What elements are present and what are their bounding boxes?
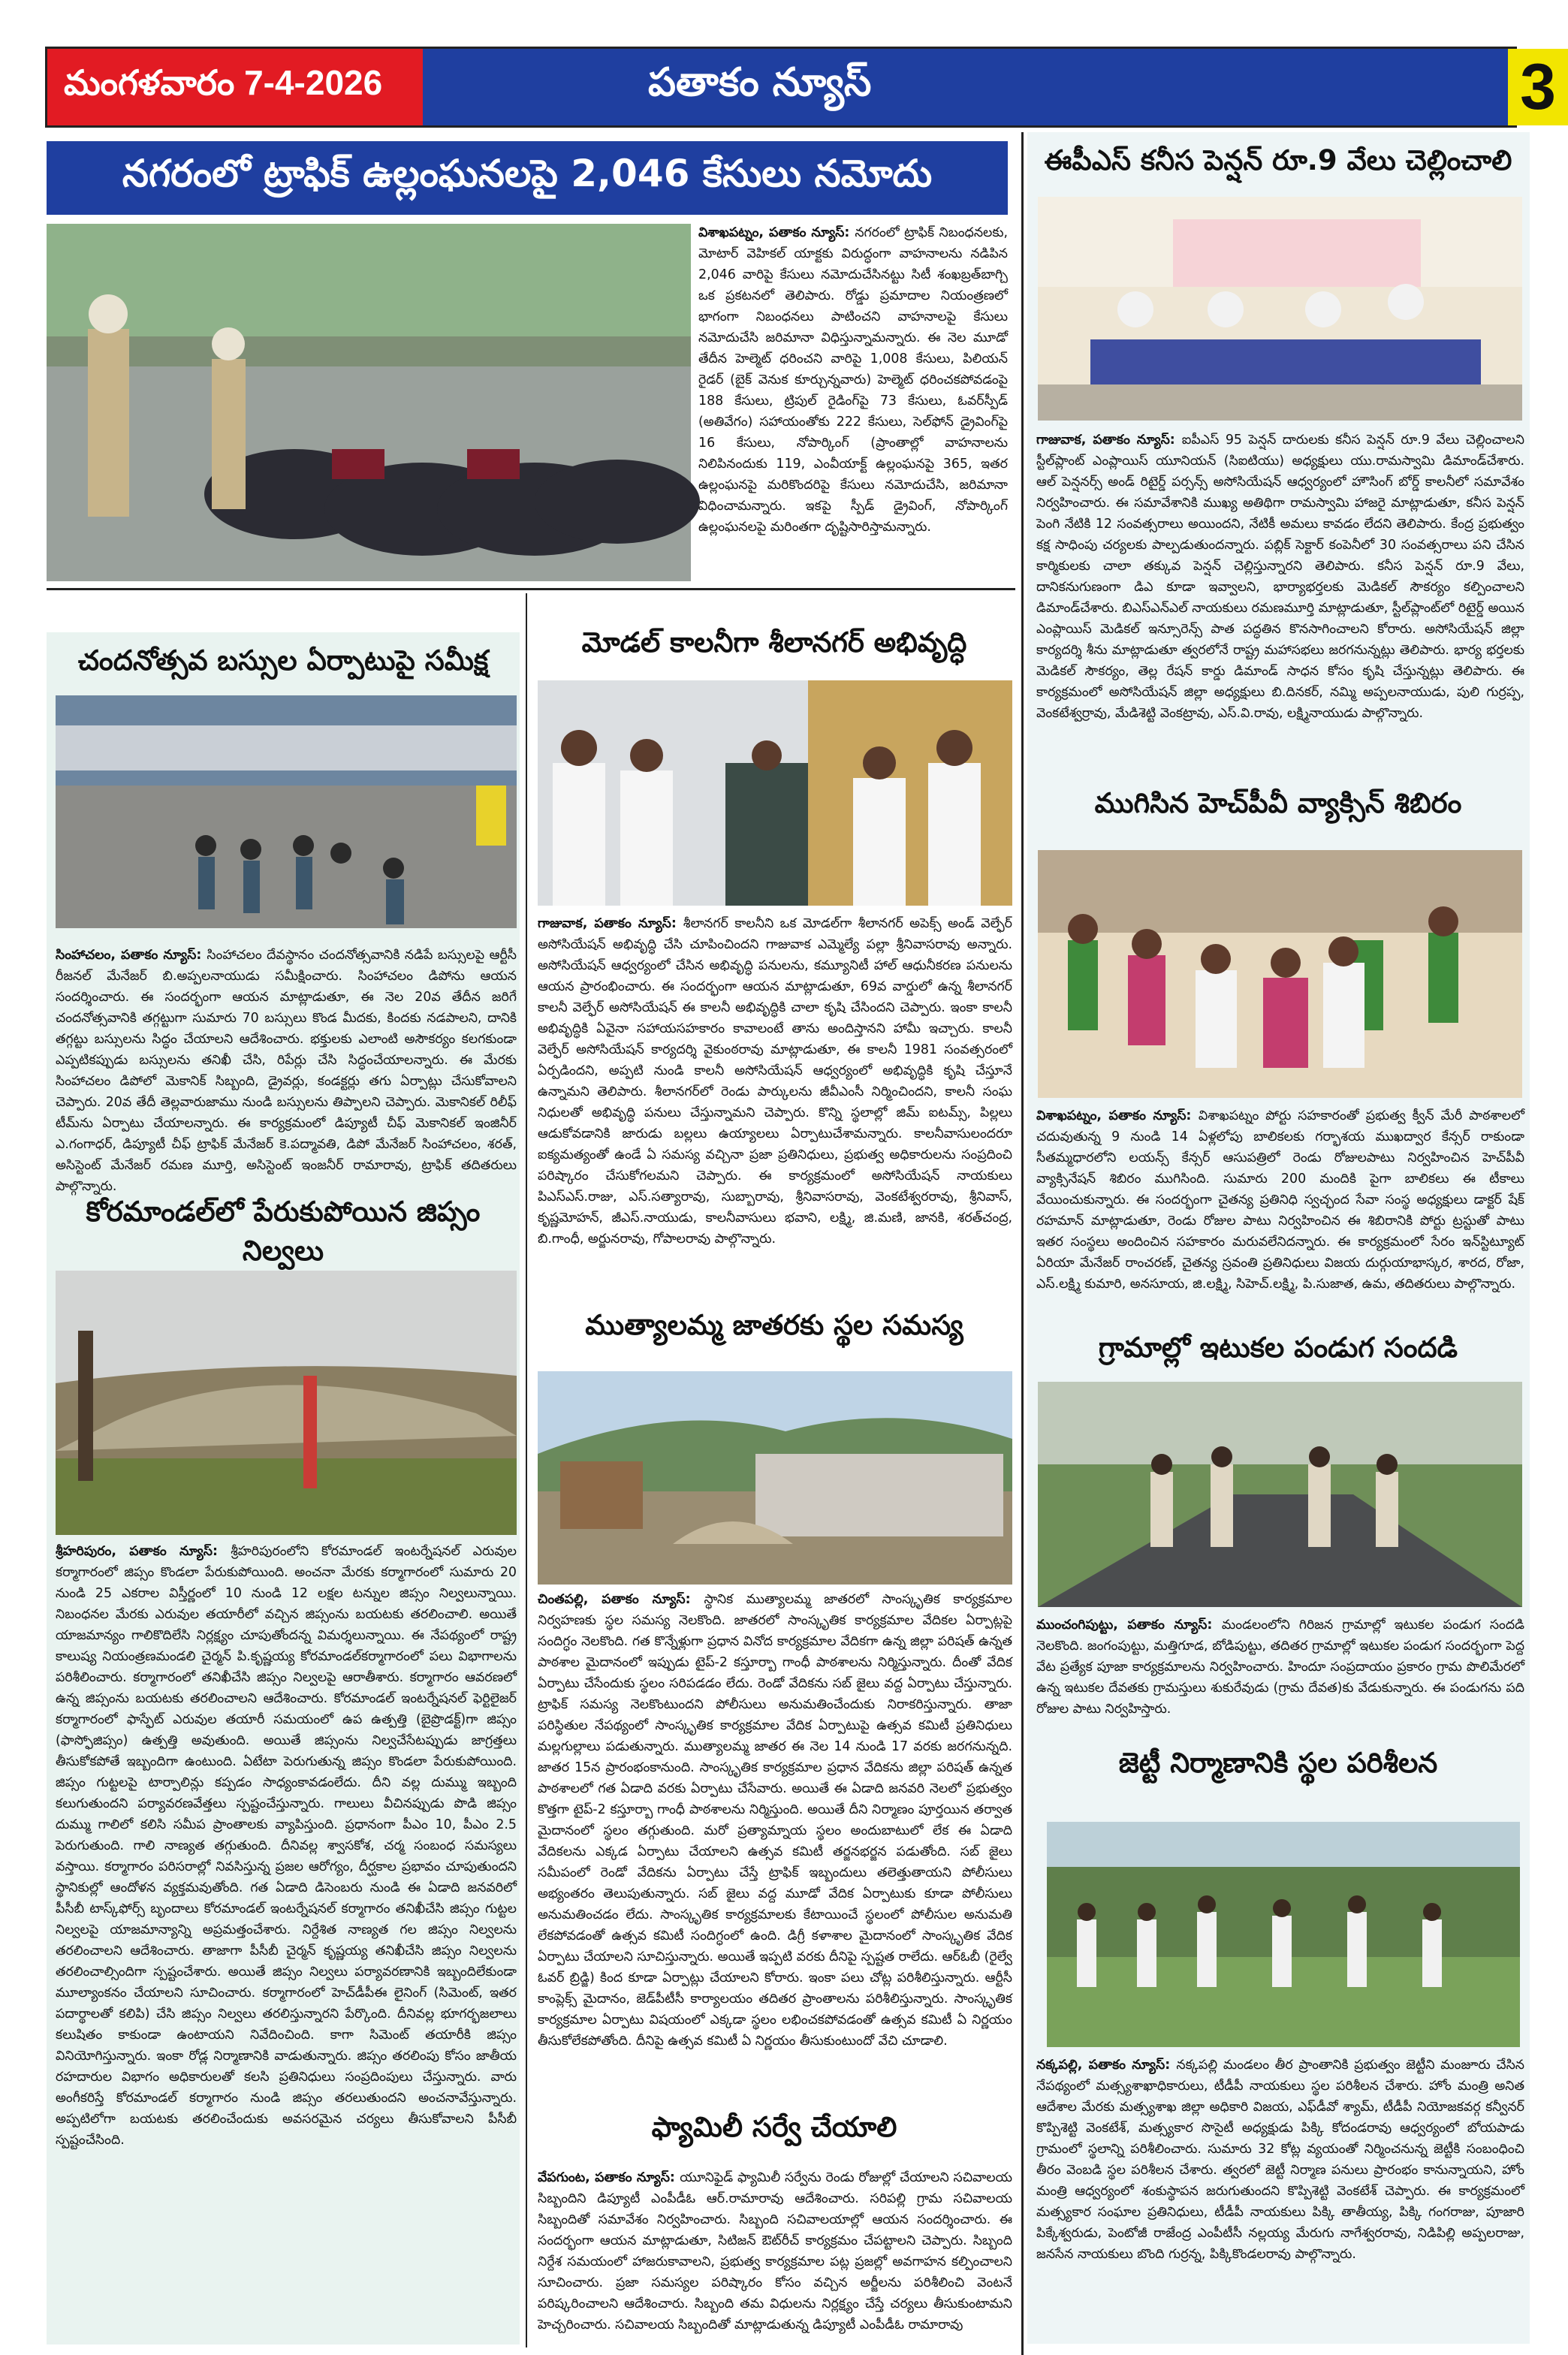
family-survey-byline: వేపగుంట, పతాకం న్యూస్: xyxy=(538,2170,680,2185)
family-survey-article xyxy=(538,2167,1012,2344)
eps-body: ఐపీఎస్ 95 పెన్షన్ దారులకు కనీస పెన్షన్ రూ.9 వేలు చెల్లించాలని స్టీల్‌ప్లాంట్ ఎంప్లాయిస్ యూనియన్ (సిఐటియు) అధ్యక్షులు యు.రామస్వామి డిమాండ్‌చేశారు. ఆల్ పెన్షనర్స్ అండ్ రిటైర్డ్ పర్సన్స్ అసోసియేషన్ ఆధ్వర్యంలో హౌసింగ్ బోర్డ్ కాలనీలో సమావేశం నిర్వహించారు. ఈ సమావేశానికి ముఖ్య అతిథిగా రామస్వామి హాజరై మాట్లాడుతూ, కనీస పెన్షన్ పెంగి నేటికి 12 సంవత్సరాలు అయిందని, నేటికీ అమలు కావడం లేదని తెలిపారు. కేంద్ర ప్రభుత్వం కక్ష సాధింపు చర్యలకు పాల్పడుతుందన్నారు. పబ్లిక్ సెక్టార్ కంపెనీలో 30 సంవత్సరాలు పని చేసిన కార్మికులకు చాలా తక్కువ పెన్షన్ చెల్లిస్తున్నారని తెలిపారు. కనీస పెన్షన్ రూ.9 వేలు, దానికనుగుణంగా డిఎ కూడా ఇవ్వాలని, భార్యాభర్తలకు మెడికల్ సౌకర్యం కల్పించాలని డిమాండ్‌చేశారు. బిఎస్ఎన్ఎల్ నాయకులు రమణమూర్తి మాట్లాడుతూ, స్టీల్‌ప్లాంట్‌లో రిటైర్డ్ అయిన ఎంప్లాయిస్ మెడికల్ ఇన్సూరెన్స్ పాత పద్ధతిన కొనసాగించాలని కోరారు. అసోసియేషన్ జిల్లా కార్యదర్శి శీను మాట్లాడుతూ త్వరలోనే రాష్ట్ర మహాసభలు జరగనున్నట్లు తెలిపారు. భార్య భర్తలకు మెడికల్ సౌకర్యం, తెల్ల రేషన్ కార్డు డిమాండ్ సాధన కోసం కృషి చేస్తున్నట్లు తెలిపారు. ఈ కార్యక్రమంలో అసోసియేషన్ జిల్లా అధ్యక్షులు బి.దినకర్, నమ్మి అప్పలనాయుడు, పులి గుర్రప్ప, వెంకటేశ్వర్రావు, మేడిశెట్టి వెంకట్రావు, ఎస్.వి.రావు, లక్ష్మినాయుడు పాల్గొన్నారు. xyxy=(1036,433,1524,721)
hpv-byline: విశాఖపట్నం, పతాకం న్యూస్: xyxy=(1036,1108,1199,1123)
chandanotsavam-headline: చందనోత్సవ బస్సుల ఏర్పాటుపై సమీక్ష xyxy=(77,644,489,677)
jetty-byline: నక్కపల్లి, పతాకం న్యూస్: xyxy=(1036,2058,1177,2073)
traffic-body: నగరంలో ట్రాఫిక్ నిబంధనలకు, మోటార్ వెహికల్ యాక్టకు విరుద్ధంగా వాహనాలను నడిపిన 2,046 వారిపై కేసులు నమోదుచేసినట్టు సిటీ శంఖబ్రత్‌బాగ్చి ఒక ప్రకటనలో తెలిపారు. రోడ్డు ప్రమాదాల నియంత్రణలో భాగంగా నిబంధనలు పాటించని వాహనాలపై కేసులు నమోదుచేసి జరిమానా విధిస్తున్నామన్నారు. ఈ నెల మూడో తేదీన హెల్మెట్ ధరించని వారిపై 1,008 కేసులు, పిలియన్ రైడర్ (బైక్ వెనుక కూర్చున్నవారు) హెల్మెట్ ధరించకపోవడంపై 188 కేసులు, ట్రిపుల్ రైడింగ్‌పై 73 కేసులు, ఓవర్‌స్పీడ్ (అతివేగం) సహాయంతోకు 222 కేసులు, సెల్‌ఫోన్ డ్రైవింగ్‌పై 16 కేసులు, నోపార్కింగ్ (ప్రాంతాల్లో వాహనాలను నిలిపినందుకు 119, ఎంవీయాక్ట్ ఉల్లంఘనపై 365, ఇతర ఉల్లంఘనపై మరికొందరిపై కేసులు నమోదుచేసి, జరిమానా విధించామన్నారు. ఇకపై స్పీడ్ డ్రైవింగ్, నోపార్కింగ్ ఉల్లంఘనలపై మరింతగా దృష్టిసారిస్తామన్నారు. xyxy=(698,225,1008,535)
jeepam-byline: శ్రీహరిపురం, పతాకం న్యూస్: xyxy=(56,1544,231,1559)
jetty-body: నక్కపల్లి మండలం తీర ప్రాంతానికి ప్రభుత్వం జెట్టీని మంజూరు చేసిన నేపథ్యంలో మత్స్యశాఖాధికారులు, టీడీపీ నాయకులు స్థల పరిశీలన చేశారు. హోం మంత్రి అనిత ఆదేశాల మేరకు మత్స్యశాఖ జిల్లా అధికారి విజయ, ఎఫ్‌డీవో శ్యామ్, టీడీపీ నియోజకవర్గ కన్వీనర్ కొప్పిశెట్టి వెంకటేశ్, మత్స్యకార సొసైటీ అధ్యక్షుడు పిక్కి కోదండరావు ఆధ్వర్యంలో బోయపాడు గ్రామంలో స్థలాన్ని పరిశీలించారు. సుమారు 32 కోట్ల వ్యయంతో నిర్మించనున్న జెట్టీకి సంబంధించి తీరం వెంబడి స్థల పరిశీలన చేశారు. త్వరలో జెట్టీ నిర్మాణ పనులు ప్రారంభం కానున్నాయని, హోం మంత్రి ఆధ్వర్యంలో శంకుస్థాపన జరుగుతుందని కొప్పిశెట్టి వెంకటేశ్ చెప్పారు. ఈ కార్యక్రమంలో మత్స్యకార సంఘాల ప్రతినిధులు, టీడీపీ నాయకులు పిక్కి తాతీయ్య, పిక్కి గంగరాజు, పూజారి పిక్కేశ్వరుడు, పెంటోజీ రాజేంద్ర ఎంపీటీసీ నల్లయ్య మేరుగు నాగేశ్వరరావు, నిడిపిల్లి అప్పలరాజు, జనసేన నాయకులు బొంది గుర్రన్న, పిక్కికొండలరావు పాల్గొన్నారు. xyxy=(1036,2058,1524,2262)
chandanotsavam-body: సింహాచలం దేవస్థానం చందనోత్సవానికి నడిపే బస్సులపై ఆర్టీసీ రీజనల్ మేనేజర్ బి.అప్పలనాయుడు సమీక్షించారు. సింహాచలం డిపోను ఆయన సందర్శించారు. ఈ సందర్భంగా ఆయన మాట్లాడుతూ, ఈ నెల 20వ తేదీన జరిగే చందనోత్సవానికి తగ్గట్టుగా సుమారు 70 బస్సులు కొండ మీదకు, కిందకు నడపాలని, దానికి తగ్గట్టు బస్సులను సిద్ధం చేయాలని ఆదేశించారు. భక్తులకు ఎలాంటి అసౌకర్యం కలగకుండా ఎప్పటికప్పుడు బస్సులను తనిఖీ చేసి, రిపేర్లు చేసి సిద్ధంచేయాలన్నారు. ఈ మేరకు సింహాచలం డిపోలో మెకానిక్ సిబ్బంది, డ్రైవర్లు, కండక్టర్లు తగు ఏర్పాట్లు చేసుకోవాలని చెప్పారు. 20వ తేదీ తెల్లవారుజాము నుండి బస్సులను తిప్పాలని చెప్పారు. మెకానికల్ రిలీఫ్ టీమ్‌ను ఏర్పాటు చేయాలన్నారు. ఈ కార్యక్రమంలో డిప్యూటీ చీఫ్ మెకానికల్ ఇంజినీర్ ఎ.గంగాధర్, డిప్యూటీ చీఫ్ ట్రాఫిక్ మేనేజర్ కె.పద్మావతి, డిపో మేనేజర్ సింహాచలం, శరత్, అసిస్టెంట్ మేనేజర్ రమణ మూర్తి, అసిస్టెంట్ ఇంజనీర్ రామారావు, ట్రాఫిక్ తదితరులు పాల్గొన్నారు. xyxy=(56,948,517,1194)
hpv-photo xyxy=(1038,850,1522,1098)
muthyalamma-body: స్థానిక ముత్యాలమ్మ జాతరలో సాంస్కృతిక కార్యక్రమాల నిర్వహణకు స్థల సమస్య నెలకొంది. జాతరలో సాంస్కృతిక కార్యక్రమాల వేదికల ఏర్పాట్లపై సందిగ్ధం నెలకొంది. గత కొన్నేళ్లుగా ప్రధాన వినోద కార్యక్రమాల వేదికగా ఉన్న జిల్లా పరిషత్ ఉన్నత పాఠశాల మైదానంలో ఇప్పుడు టైప్-2 కస్తూర్బా గాంధీ పాఠశాలను నిర్మిస్తున్నారు. దీంతో వేదిక ఏర్పాటు చేసేందుకు స్థలం సరిపడడం లేదు. రెండో వేదికను సబ్ జైలు వద్ద ఏర్పాటు చేస్తున్నారు. ట్రాఫిక్ సమస్య నెలకొంటుందని పోలీసులు అనుమతించేందుకు నిరాకరిస్తున్నారు. తాజా పరిస్థితుల నేపథ్యంలో సాంస్కృతిక కార్యక్రమాల వేదిక ఏర్పాటుపై ఉత్సవ కమిటీ ప్రతినిధులు మల్లగుల్లాలు పడుతున్నారు. ముత్యాలమ్మ జాతర ఈ నెల 14 నుండి 17 వరకు జరగనున్నది. జాతర 15న ప్రారంభంకానుంది. సాంస్కృతిక కార్యక్రమాల ప్రధాన వేదికను జిల్లా పరిషత్ ఉన్నత పాఠశాలలో గత ఏడాది వరకు ఏర్పాటు చేసేవారు. అయితే ఈ ఏడాది జనవరి నెలలో ప్రభుత్వం కొత్తగా టైప్-2 కస్తూర్బా గాంధీ పాఠశాలను నిర్మిస్తుంది. అయితే దీని నిర్మాణం పూర్తయిన తర్వాత మైదానంలో స్థలం తగ్గుతుంది. మరో ప్రత్యామ్నాయ స్థలం అందుబాటులో లేక ఈ ఏడాది వేదికలను ఎక్కడ ఏర్పాటు చేయాలని ఉత్సవ కమిటీ తర్జనభర్జన పడుతోంది. సబ్ జైలు సమీపంలో రెండో వేదికను ఏర్పాటు చేస్తే ట్రాఫిక్ ఇబ్బందులు తలెత్తుతాయని పోలీసులు అభ్యంతరం తెలుపుతున్నారు. సబ్ జైలు వద్ద మూడో వేదిక ఏర్పాటుకు కూడా పోలీసులు అనుమతించడం లేదు. సాంస్కృతిక కార్యక్రమాలకు కేటాయించే స్థలంలో పోలీసుల అనుమతి లేకపోవడంతో ఉత్సవ కమిటీ సందిగ్ధంలో ఉంది. డిగ్రీ కళాశాల మైదానంలో సాంస్కృతిక వేదిక ఏర్పాటు చేయాలని సూచిస్తున్నారు. అయితే ఇప్పటి వరకు దీనిపై స్పష్టత రాలేదు. ఆర్ఓబీ (రైల్వే ఓవర్ బ్రిడ్జి) కింద కూడా ఏర్పాట్లు చేయాలని కోరారు. ఇంకా పలు చోట్ల పరిశీలిస్తున్నారు. ఆర్టీసీ కాంప్లెక్స్ మైదానం, జెడ్‌పీటీసీ కార్యాలయం తదితర ప్రాంతాలను పరిశీలిస్తున్నారు. సాంస్కృతిక కార్యక్రమాల ఏర్పాటు విషయంలో ఎక్కడా స్థలం లభించకపోవడంతో ఉత్సవ కమిటీ ఏ నిర్ణయం తీసుకోలేకపోతోంది. దీనిపై ఉత్సవ కమిటీ ఏ నిర్ణయం తీసుకుంటుందో వేచి చూడాలి. xyxy=(538,1592,1012,2049)
eps-article xyxy=(1036,430,1524,773)
model-colony-article xyxy=(538,913,1012,1292)
traffic-byline: విశాఖపట్నం, పతాకం న్యూస్: xyxy=(698,225,855,240)
traffic-photo xyxy=(47,224,691,581)
chandanotsavam-byline: సింహాచలం, పతాకం న్యూస్: xyxy=(56,948,207,963)
jeepam-photo xyxy=(56,1271,517,1535)
itukala-byline: ముంచంగిపుట్టు, పతాకం న్యూస్: xyxy=(1036,1618,1222,1633)
hpv-headline: ముగిసిన హెచ్‌పీవీ వ్యాక్సిన్ శిబిరం xyxy=(1094,787,1462,819)
model-colony-byline: గాజువాక, పతాకం న్యూస్: xyxy=(538,916,683,931)
jetty-photo xyxy=(1047,1822,1520,2047)
page-number: 3 xyxy=(1508,49,1568,125)
chandanotsavam-article xyxy=(56,945,517,1200)
issue-date: మంగళవారం 7-4-2026 xyxy=(47,49,423,125)
itukala-article xyxy=(1036,1615,1524,1735)
paper-name: పతాకం న్యూస్ xyxy=(423,49,1508,125)
muthyalamma-byline: చింతపల్లి, పతాకం న్యూస్: xyxy=(538,1592,704,1607)
family-survey-headline: ఫ్యామిలీ సర్వే చేయాలి xyxy=(651,2111,897,2143)
hpv-article xyxy=(1036,1105,1524,1323)
masthead xyxy=(45,47,1556,128)
model-colony-photo xyxy=(538,680,1012,906)
chandanotsavam-photo xyxy=(56,695,517,928)
muthyalamma-article xyxy=(538,1589,1012,2103)
divider xyxy=(47,588,1015,590)
jeepam-body: శ్రీహరిపురంలోని కోరమాండల్ ఇంటర్నేషనల్ ఎరువుల కర్మాగారంలో జిప్సం కొండలా పేరుకుపోయింది. అంచనా మేరకు కర్మాగారంలో సుమారు 20 నుండి 25 ఎకరాల విస్తీర్ణంలో 10 నుండి 12 లక్షల టన్నుల జిప్సం నిల్వలున్నాయి. నిబంధనల మేరకు ఎరువుల తయారీలో వచ్చిన జిప్సంను బయటకు తరలించాలి. అయితే యాజమాన్యం గాలికొదిలేసి నిర్లక్ష్యం చూపుతోందన్న విమర్శలున్నాయి. ఈ నేపథ్యంలో రాష్ట్ర కాలుష్య నియంత్రణమండలి చైర్మన్ పి.కృష్ణయ్య కోరమాండల్‌కర్మాగారంలో పలు విభాగాలను పరిశీలించారు. కర్మాగారంలో తనిఖీచేసి జిప్సం నిల్వలపై ఆరాతీశారు. కర్మాగారం ఆవరణలో ఉన్న జిప్సంను బయటకు తరలించాలని ఆదేశించారు. కోరమాండల్ ఇంటర్నేషనల్ ఫెర్టిలైజర్ కర్మాగారంలో ఫాస్ఫేట్ ఎరువుల తయారీ సమయంలో ఉప ఉత్పత్తి (బైప్రొడక్ట్)గా జిప్సం (ఫాస్ఫోజిప్సం) ఉత్పత్తి అవుతుంది. అయితే జిప్సంను నిల్వచేసేటప్పుడు జాగ్రత్తలు తీసుకోకపోతే ఇబ్బందిగా ఉంటుంది. ఏటేటా పెరుగుతున్న జిప్సం కొండలా పేరుకుపోయింది. జిప్సం గుట్టలపై టార్పాలిన్లు కప్పడం సాధ్యంకావడంలేదు. దీని వల్ల దుమ్ము ఇబ్బంది కలుగుతుందని పర్యావరణవేత్తలు స్పష్టంచేస్తున్నారు. గాలులు వీచినప్పుడు పొడి జిప్సం దుమ్ము గాలిలో కలిసి సమీప ప్రాంతాలకు వ్యాపిస్తుంది. ప్రధానంగా పీఎం 10, పీఎం 2.5 పెరుగుతుంది. గాలి నాణ్యత తగ్గుతుంది. దీనివల్ల శ్వాసకోశ, చర్మ సంబంధ సమస్యలు వస్తాయి. కర్మాగారం పరిసరాల్లో నివసిస్తున్న ప్రజల ఆరోగ్యం, దీర్ఘకాల ప్రభావం చూపుతుందని స్థానికుల్లో ఆందోళన వ్యక్తమవుతోంది. గత ఏడాది డిసెంబరు నుండి ఈ ఏడాది జనవరిలో పీసీబీ టాస్క్‌ఫోర్స్ బృందాలు కోరమాండల్ ఇంటర్నేషనల్ కర్మాగారం తనిఖీచేసి జిప్సం గుట్టల నిల్వలపై యాజమాన్యాన్ని అప్రమత్తంచేశారు. నిర్దేశిత నాణ్యత గల జిప్సం నిల్వలను తరలించాలని ఆదేశించారు. తాజాగా పీసీబీ చైర్మన్ కృష్ణయ్య తనిఖీచేసి జిప్సం నిల్వలను తరలించాల్సిందిగా స్పష్టంచేశారు. అయితే జిప్సం నిల్వలు పర్యావరణానికి ఇబ్బందిలేకుండా మూల్యాంకనం చేయాలని సూచించారు. కర్మాగారంలో హెచ్‌డీపీఈ లైనింగ్ (సిమెంట్, ఇతర పదార్థాలతో కలిపి) చేసి జిప్సం నిల్వలు తరలిస్తున్నారని పేర్కొంది. దీనివల్ల భూగర్భజలాలు కలుషితం కాకుండా ఉంటాయని నివేదించింది. కాగా సిమెంట్ తయారీకి జిప్సం వినియోగిస్తున్నారు. ఇంకా రోడ్ల నిర్మాణానికి వాడుతున్నారు. జిప్సం తరలింపు కోసం జాతీయ రహదారుల విభాగం అధికారులతో కలసి ప్రతినిధులు సంప్రదింపులు చేస్తున్నారు. వారు అంగీకరిస్తే కోరమాండల్ కర్మాగారం నుండి జిప్సం తరలుతుందని అంచనావేస్తున్నారు. అప్పటిలోగా బయటకు తరలించేందుకు అవసరమైన చర్యలు తీసుకోవాలని పీసీబీ స్పష్టంచేసింది. xyxy=(56,1544,517,2148)
column-divider xyxy=(526,593,527,2347)
jeepam-headline: కోరమాండల్‌లో పేరుకుపోయిన జిప్సం నిల్వలు xyxy=(86,1196,481,1267)
model-colony-body: శీలానగర్ కాలనీని ఒక మోడల్‌గా శీలానగర్ అపెక్స్ అండ్ వెల్ఫేర్ అసోసియేషన్ అభివృద్ధి చేసి చూపించిందని గాజువాక ఎమ్మెల్యే పల్లా శ్రీనివాసరావు అన్నారు. అసోసియేషన్ ఆధ్వర్యంలో చేసిన అభివృద్ధి పనులను, కమ్యూనిటీ హాల్ ఆధునీకరణ పనులను ఆయన ప్రారంభించారు. ఈ సందర్భంగా ఆయన మాట్లాడుతూ, 69వ వార్డులో ఉన్న శీలానగర్ కాలనీ వెల్ఫేర్ అసోసియేషన్ ఈ కాలనీ అభివృద్ధికి చాలా కృషి చేసిందని చెప్పారు. ఇంకా కాలనీ అభివృద్ధికి ఏవైనా సహాయసహకారం కావాలంటే తాను అందిస్తానని హామీ ఇచ్చారు. కాలనీ వెల్ఫేర్ అసోసియేషన్ కార్యదర్శి వైకుంఠరావు మాట్లాడుతూ, ఈ కాలనీ 1981 సంవత్సరంలో ఏర్పడిందని, అప్పటి నుండి కాలనీ అసోసియేషన్ ఆధ్వర్యంలో అభివృద్ధికి కృషి చేస్తూనే ఉన్నామని తెలిపారు. శీలానగర్‌లో రెండు పార్కులను జీవీఎంసీ నిర్మించిందని, కాలనీ సంఘ నిధులతో అభివృద్ధి పనులు చేస్తున్నామని చెప్పారు. కొన్ని స్థలాల్లో జిమ్ ఐటమ్స్, పిల్లలు ఆడుకోవడానికి జారుడు బల్లలు ఉయ్యాలలు ఏర్పాటుచేశామన్నారు. కాలనీవాసులందరూ ఐక్యమత్యంతో ఉండే ఏ సమస్య వచ్చినా ప్రజా ప్రతినిధులు, ప్రభుత్వ అధికారులను సంప్రదించి పరిష్కారం చేసుకోగలమని చెప్పారు. ఈ కార్యక్రమంలో అసోసియేషన్ నాయకులు పిఎస్ఎస్.రాజు, ఎస్.సత్యారావు, సుబ్బారావు, శ్రీనివాసరావు, వెంకటేశ్వరరావు, శ్రీనివాస్, కృష్ణమోహన్, జీఎస్.నాయుడు, కాలనీవాసులు భవాని, లక్ష్మి, జి.మణి, జానకి, శరత్‌చంద్ర, బి.గాంధీ, అర్జునరావు, గోపాలరావు పాల్గొన్నారు. xyxy=(538,916,1012,1247)
eps-headline: ఈపీఎస్ కనీస పెన్షన్ రూ.9 వేలు చెల్లించాలి xyxy=(1044,144,1512,176)
jeepam-article xyxy=(56,1541,517,2341)
traffic-article xyxy=(698,222,1008,586)
family-survey-body: యూనిఫైడ్ ఫ్యామిలీ సర్వేను రెండు రోజుల్లో చేయాలని సచివాలయ సిబ్బందిని డిప్యూటీ ఎంపీడీఓ ఆర్.రామారావు ఆదేశించారు. సరిపల్లి గ్రామ సచివాలయ సిబ్బందితో సమావేశం నిర్వహించారు. సిబ్బంది సచివాలయాల్లో ఆయన సందర్శించారు. ఈ సందర్భంగా ఆయన మాట్లాడుతూ, సిటిజన్ ఔట్‌రీచ్ కార్యక్రమం చేపట్టాలని చెప్పారు. సిబ్బంది నిర్దేశ సమయంలో హాజరుకావాలని, ప్రభుత్వ కార్యక్రమాల పట్ల ప్రజల్లో అవగాహన కల్పించాలని సూచించారు. ప్రజా సమస్యల పరిష్కారం కోసం వచ్చిన అర్జీలను పరిశీలించి వెంటనే పరిష్కరించాలని ఆదేశించారు. సిబ్బంది తమ విధులను నిర్లక్ష్యం చేస్తే చర్యలు తీసుకుంటామని హెచ్చరించారు. సచివాలయ సిబ్బందితో మాట్లాడుతున్న డిప్యూటీ ఎంపీడీఓ రామారావు xyxy=(538,2170,1013,2332)
eps-byline: గాజువాక, పతాకం న్యూస్: xyxy=(1036,433,1182,448)
jetty-article xyxy=(1036,2055,1524,2344)
jetty-headline: జెట్టీ నిర్మాణానికి స్థల పరిశీలన xyxy=(1118,1747,1438,1779)
muthyalamma-photo xyxy=(538,1371,1012,1585)
model-colony-headline: మోడల్ కాలనీగా శీలానగర్ అభివృద్ధి xyxy=(581,626,967,659)
itukala-headline: గ్రామాల్లో ఇటుకల పండుగ సందడి xyxy=(1098,1331,1458,1364)
hpv-body: విశాఖపట్నం పోర్టు సహకారంతో ప్రభుత్వ క్వీన్ మేరీ పాఠశాలలో చదువుతున్న 9 నుండి 14 ఏళ్లలోపు బాలికలకు గర్భాశయ ముఖద్వార కేన్సర్ రాకుండా సీతమ్మధారలోని లయన్స్ కేన్సర్ ఆసుపత్రిలో రెండు రోజులపాటు నిర్వహించిన హెచ్‌పీవీ వ్యాక్సినేషన్ శిబిరం ముగిసింది. సుమారు 200 మందికి పైగా బాలికలు ఈ టీకాలు వేయించుకున్నారు. ఈ సందర్భంగా చైతన్య ప్రతినిధి స్వచ్ఛంద సేవా సంస్థ అధ్యక్షులు డాక్టర్ షేక్ రహమాన్ మాట్లాడుతూ, రెండు రోజుల పాటు నిర్వహించిన ఈ శిబిరానికి పోర్టు ట్రస్టుతో పాటు ఇతర సంస్థలు అందించిన సహకారం మరువలేనిదన్నారు. ఈ కార్యక్రమంలో సేరం ఇన్‌స్టిట్యూట్ ఏరియా మేనేజర్ రాంచరణ్, చైతన్య స్రవంతి ప్రతినిధులు విజయ దుర్గుయాభాస్కర, శారద, రోజా, ఎస్.లక్ష్మి కుమారి, అనసూయ, జి.లక్ష్మి, సిహెచ్.లక్ష్మి, పి.సుజాత, ఉమ, తదితరులు పాల్గొన్నారు. xyxy=(1036,1108,1524,1292)
column-divider xyxy=(1021,132,1024,2355)
traffic-headline: నగరంలో ట్రాఫిక్ ఉల్లంఘనలపై 2,046 కేసులు నమోదు xyxy=(47,141,1008,215)
itukala-body: మండలంలోని గిరిజన గ్రామాల్లో ఇటుకల పండుగ సందడి నెలకొంది. జంగంపుట్టు, మత్తిగూడ, బోడిపుట్టు, తదితర గ్రామాల్లో ఇటుకల పండుగ సందర్భంగా పెద్ద వేట ప్రత్యేక పూజా కార్యక్రమాలను నిర్వహించారు. హిందూ సంప్రదాయం ప్రకారం గ్రామ పొలిమేరలో ఉన్న ఇటుకల దేవతకు గ్రామస్తులు శుకురేవుడు (గ్రామ దేవత)కు వేడుకున్నారు. ఈ పండుగను పది రోజుల పాటు నిర్వహిస్తారు. xyxy=(1036,1618,1524,1717)
itukala-photo xyxy=(1038,1382,1522,1607)
muthyalamma-headline: ముత్యాలమ్మ జాతరకు స్థల సమస్య xyxy=(585,1309,963,1341)
eps-photo xyxy=(1038,197,1522,421)
